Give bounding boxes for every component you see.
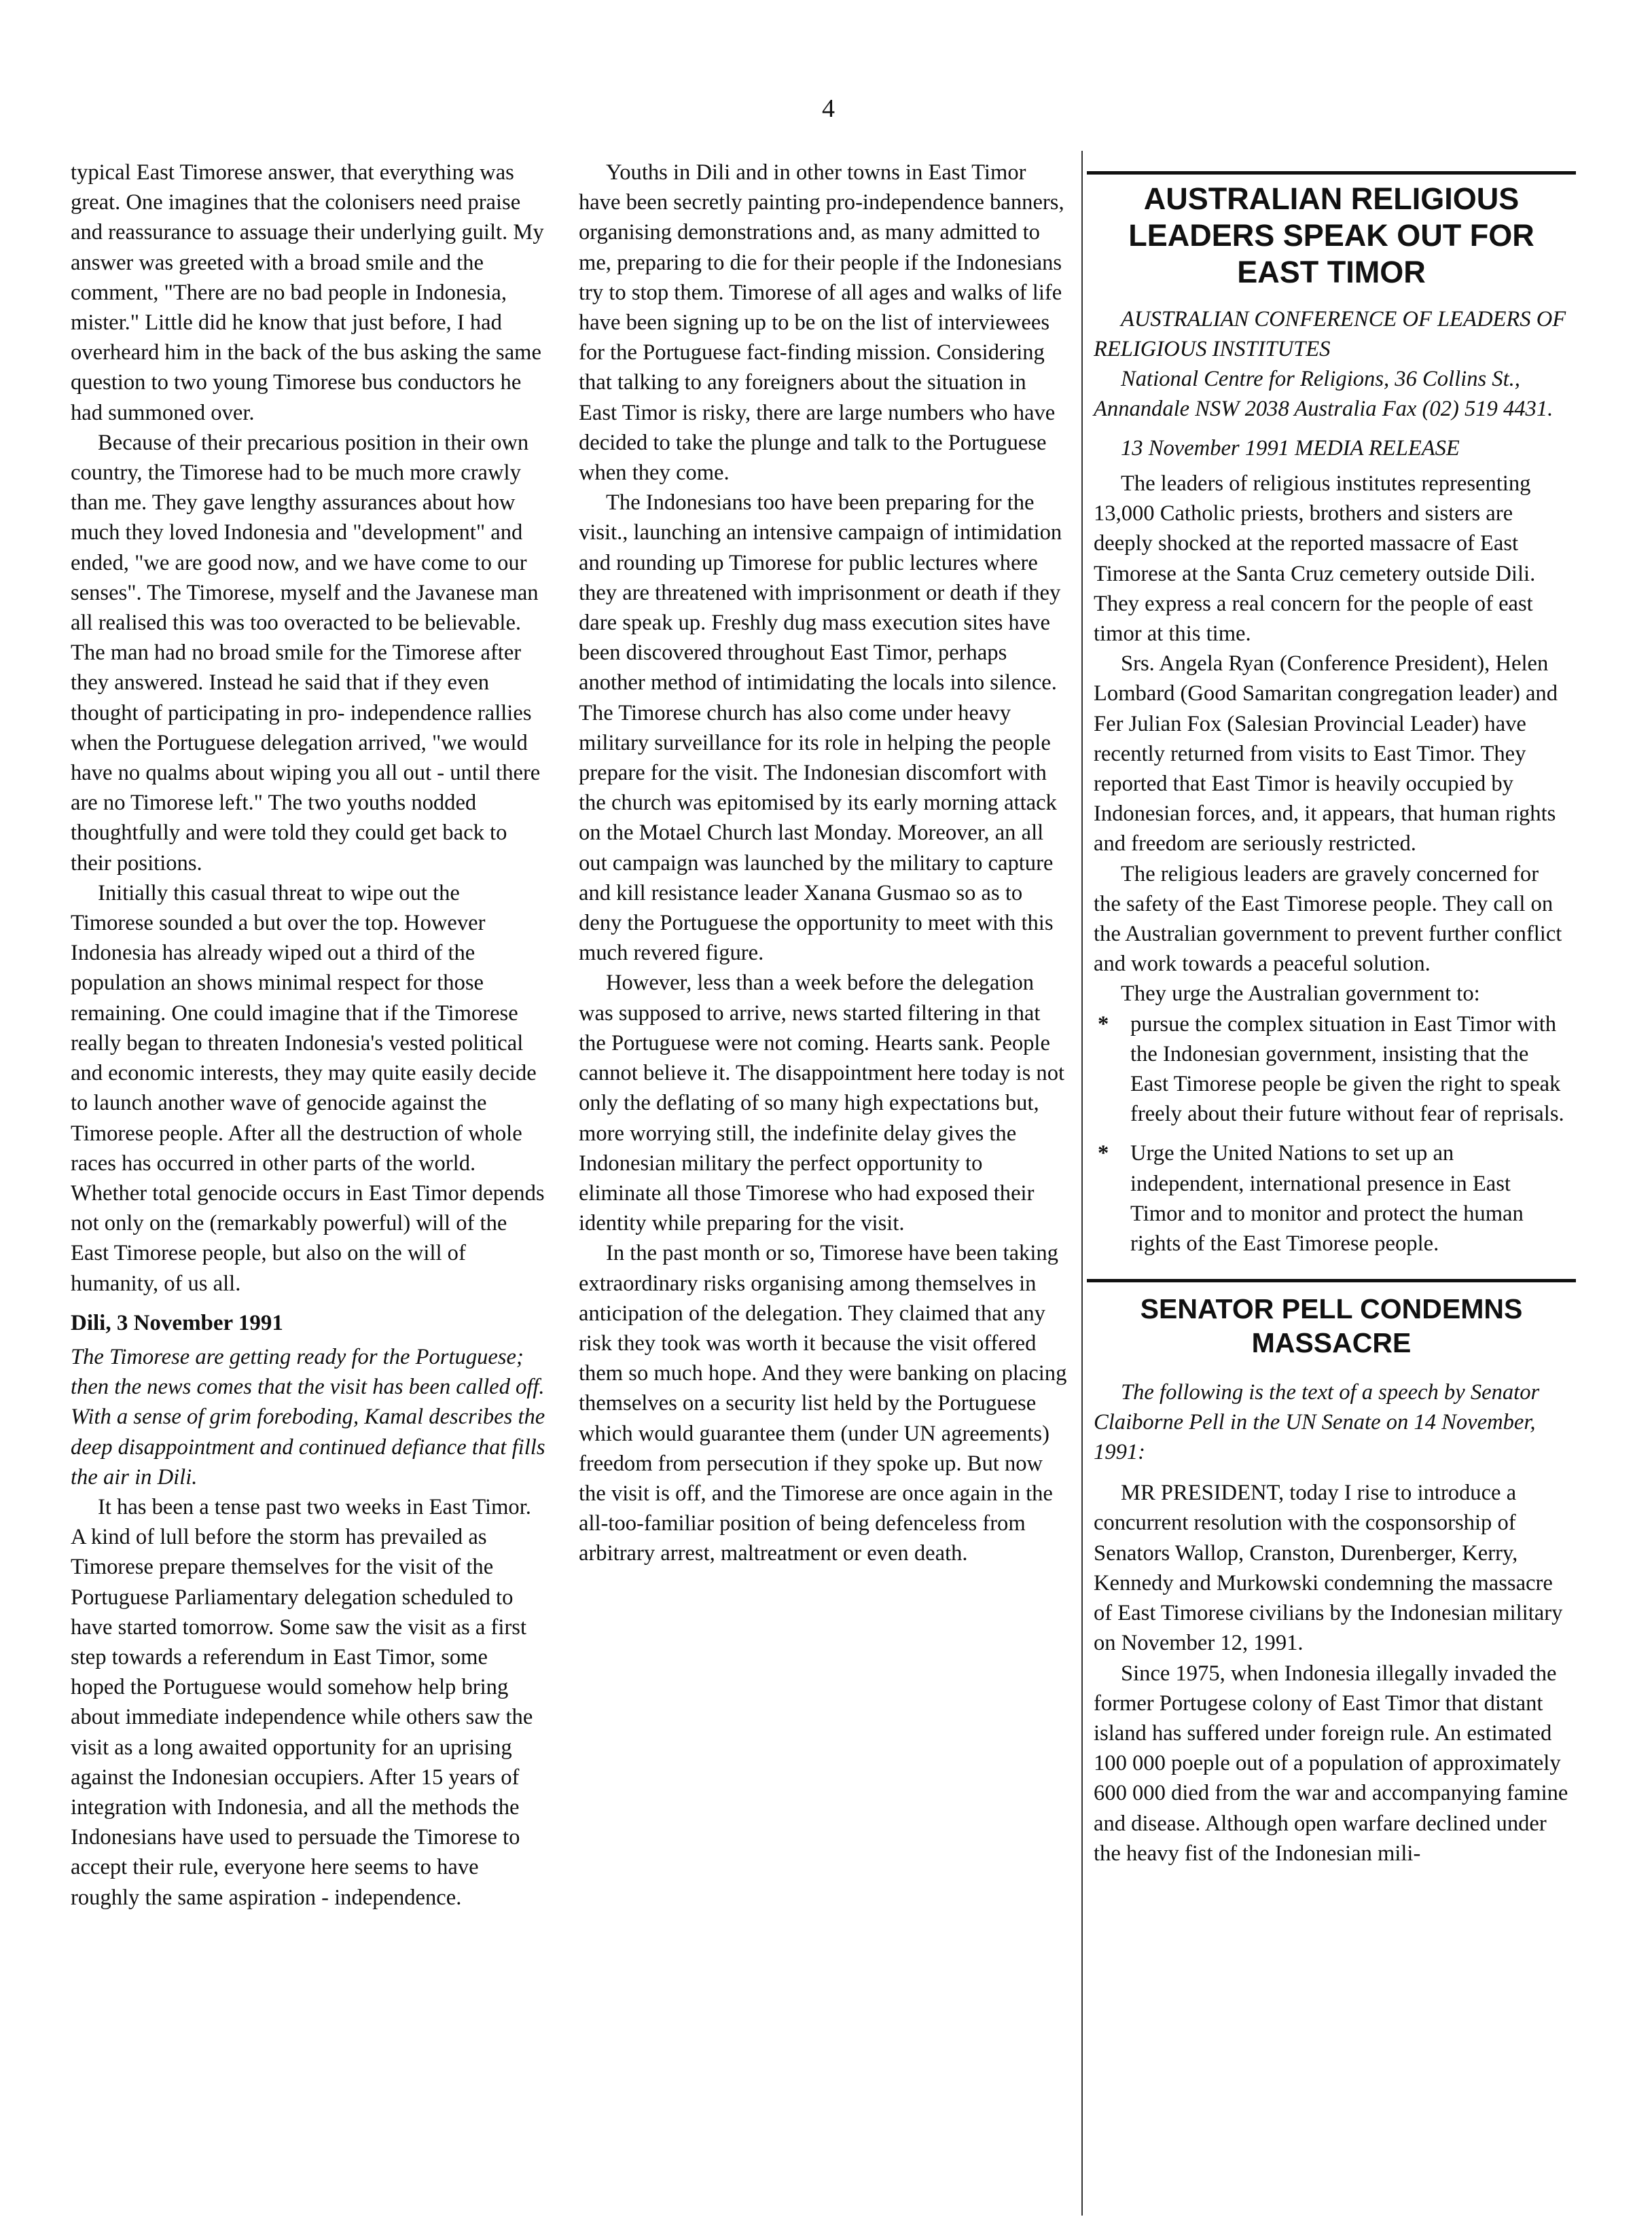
paragraph: Youths in Dili and in other towns in East Timor have been secretly painting pro-independence banners, organising demonstrations and, as many admitted to me, preparing to die for their people if the Indonesians try to stop them. Timorese of all ages and walks of life have been signing up to be on the list of interviewees for the Portuguese fact-finding mission. Considering that talking to any foreigners about the situation in East Timor is risky, there are large numbers who have decided to take the plunge and talk to the Portuguese when they come. [579, 160, 1064, 486]
article-divider-rule [1087, 1279, 1576, 1282]
bullet-marker: * [1098, 1141, 1109, 1166]
paragraph: The Indonesians too have been preparing for the visit., launching an intensive campaign of intimidation and rounding up Timorese for public lectures where they are threatened with imprisonment or death if they dare speak up. Freshly dug mass execution sites have been discovered throughout East Timor, perhaps another method of intimidating the locals into silence. The Timorese church has also come under heavy military surveillance for its role in helping the people prepare for the visit. The Indonesian discomfort with the church was epitomised by its early morning attack on the Motael Church last Monday. Moreover, an all out campaign was launched by the military to capture and kill resistance leader Xanana Gusmao so as to deny the Portuguese the opportunity to meet with this much revered figure. [579, 490, 1062, 966]
paragraph: In the past month or so, Timorese have been taking extraordinary risks organising among themselves in anticipation of the delegation. They claimed that any risk they took was worth it because the visit offered them so much hope. And they were banking on placing themselves on a security list held by the Portuguese which would guarantee them (under UN agreements) freedom from persecution if they spoke up. But now the visit is off, and the Timorese are once again in the all-too-familiar position of being defenceless from arbitrary arrest, maltreatment or even death. [579, 1241, 1067, 1566]
paragraph: The leaders of religious institutes representing 13,000 Catholic priests, brothers and sisters are deeply shocked at the reported massacre of East Timorese at the Santa Cruz cemetery outside Dili. They express a real concern for the people of east timor at this time. [1094, 471, 1536, 647]
list-item: * pursue the complex situation in East Timor with the Indonesian government, insisting that the East Timorese people be given the right to speak freely about their future without fear of reprisals. [1094, 1009, 1569, 1130]
list-item: * Urge the United Nations to set up an independent, international presence in East Timor and to monitor and protect the human rights of the East Timorese people. [1094, 1138, 1569, 1259]
article-headline: SENATOR PELL CONDEMNS MASSACRE [1140, 1293, 1523, 1359]
paragraph: Since 1975, when Indonesia illegally invaded the former Portugese colony of East Timor that distant island has suffered under foreign rule. An estimated 100 000 poeple out of a population of approximately 600 000 died from the war and accompanying famine and disease. Although open warfare declined under the heavy fist of the Indonesian mili- [1094, 1661, 1568, 1866]
section-intro: The Timorese are getting ready for the Portuguese; then the news comes that the visit has been called off. With a sense of grim foreboding, Kamal describes the deep disappointment and continued defiance that fills the air in Dili. [71, 1344, 545, 1489]
paragraph: typical East Timorese answer, that everything was great. One imagines that the colonisers need praise and reassurance to assuage their underlying guilt. My answer was greeted with a broad smile and the comment, "There are no bad people in Indonesia, mister." Little did he know that just before, I had overheard him in the back of the bus asking the same question to two young Timorese bus conductors he had summoned over. [71, 160, 544, 425]
bullet-list [1094, 1009, 1569, 1259]
speech-intro: The following is the text of a speech by Senator Claiborne Pell in the UN Senate on 14 November, 1991: [1094, 1380, 1540, 1465]
bullet-marker: * [1098, 1011, 1109, 1036]
paragraph: Initially this casual threat to wipe out the Timorese sounded a but over the top. However Indonesia has already wiped out a third of the population an shows minimal respect for those remaining. One could imagine that if the Timorese really began to threaten Indonesia's vested political and economic interests, they may quite easily decide to launch another wave of genocide against the Timorese people. After all the destruction of whole races has occurred in other parts of the world. Whether total genocide occurs in East Timor depends not only on the (remarkably powerful) will of the East Timorese people, but also on the will of humanity, of us all. [71, 880, 545, 1296]
column-right [1094, 171, 1569, 1868]
dateline: Dili, 3 November 1991 [71, 1310, 283, 1335]
paragraph: MR PRESIDENT, today I rise to introduce a concurrent resolution with the cosponsorship of Senators Wallop, Cranston, Durenberger, Kerry, Kennedy and Murkowski condemning the massacre of East Timorese civilians by the Indonesian military on November 12, 1991. [1094, 1481, 1563, 1656]
paragraph: The religious leaders are gravely concerned for the safety of the East Timorese people. They call on the Australian government to prevent further conflict and work towards a peaceful solution. [1094, 861, 1562, 977]
paragraph: It has been a tense past two weeks in East Timor. A kind of lull before the storm has prevailed as Timorese prepare themselves for the visit of the Portuguese Parliamentary delegation scheduled to have started tomorrow. Some saw the visit as a first step towards a referendum in East Timor, some hoped the Portuguese would somehow help bring about immediate independence while others saw the visit as a long awaited opportunity for an uprising against the Indonesian occupiers. After 15 years of integration with Indonesia, and all the methods the Indonesians have used to persuade the Timorese to accept their rule, everyone here seems to have roughly the same aspiration - independence. [71, 1494, 533, 1910]
release-date: 13 November 1991 MEDIA RELEASE [1121, 436, 1460, 461]
organization-address: National Centre for Religions, 36 Collins St., Annandale NSW 2038 Australia Fax (02) 519 4431. [1094, 367, 1554, 421]
paragraph: Because of their precarious position in their own country, the Timorese had to be much more crawly than me. They gave lengthy assurances about how much they loved Indonesia and "development" and ended, "we are good now, and we have come to our senses". The Timorese, myself and the Javanese man all realised this was too overacted to be believable. The man had no broad smile for the Timorese after they answered. Instead he said that if they even thought of participating in pro- independence rallies when the Portuguese delegation arrived, "we would have no qualms about wiping you all out - until there are no Timorese left." The two youths nodded thoughtfully and were told they could get back to their positions. [71, 430, 541, 875]
column-divider [1081, 151, 1083, 2216]
column-middle [579, 158, 1068, 1569]
article-headline: AUSTRALIAN RELIGIOUS LEADERS SPEAK OUT FOR EAST TIMOR [1128, 181, 1534, 289]
paragraph: Srs. Angela Ryan (Conference President), Helen Lombard (Good Samaritan congregation leader) and Fer Julian Fox (Salesian Provincial Leader) have recently returned from visits to East Timor. They reported that East Timor is heavily occupied by Indonesian forces, and, it appears, that human rights and freedom are seriously restricted. [1094, 651, 1558, 856]
page-number: 4 [822, 94, 835, 123]
paragraph: They urge the Australian government to: [1121, 981, 1480, 1007]
column-left [71, 158, 546, 1913]
organization-name: AUSTRALIAN CONFERENCE OF LEADERS OF RELIGIOUS INSTITUTES [1094, 307, 1566, 361]
paragraph: However, less than a week before the delegation was supposed to arrive, news started filtering in that the Portuguese were not coming. Hearts sank. People cannot believe it. The disappointment here today is not only the deflating of so many high expectations but, more worrying still, the indefinite delay gives the Indonesian military the perfect opportunity to eliminate all those Timorese who had exposed their identity while preparing for the visit. [579, 971, 1065, 1236]
